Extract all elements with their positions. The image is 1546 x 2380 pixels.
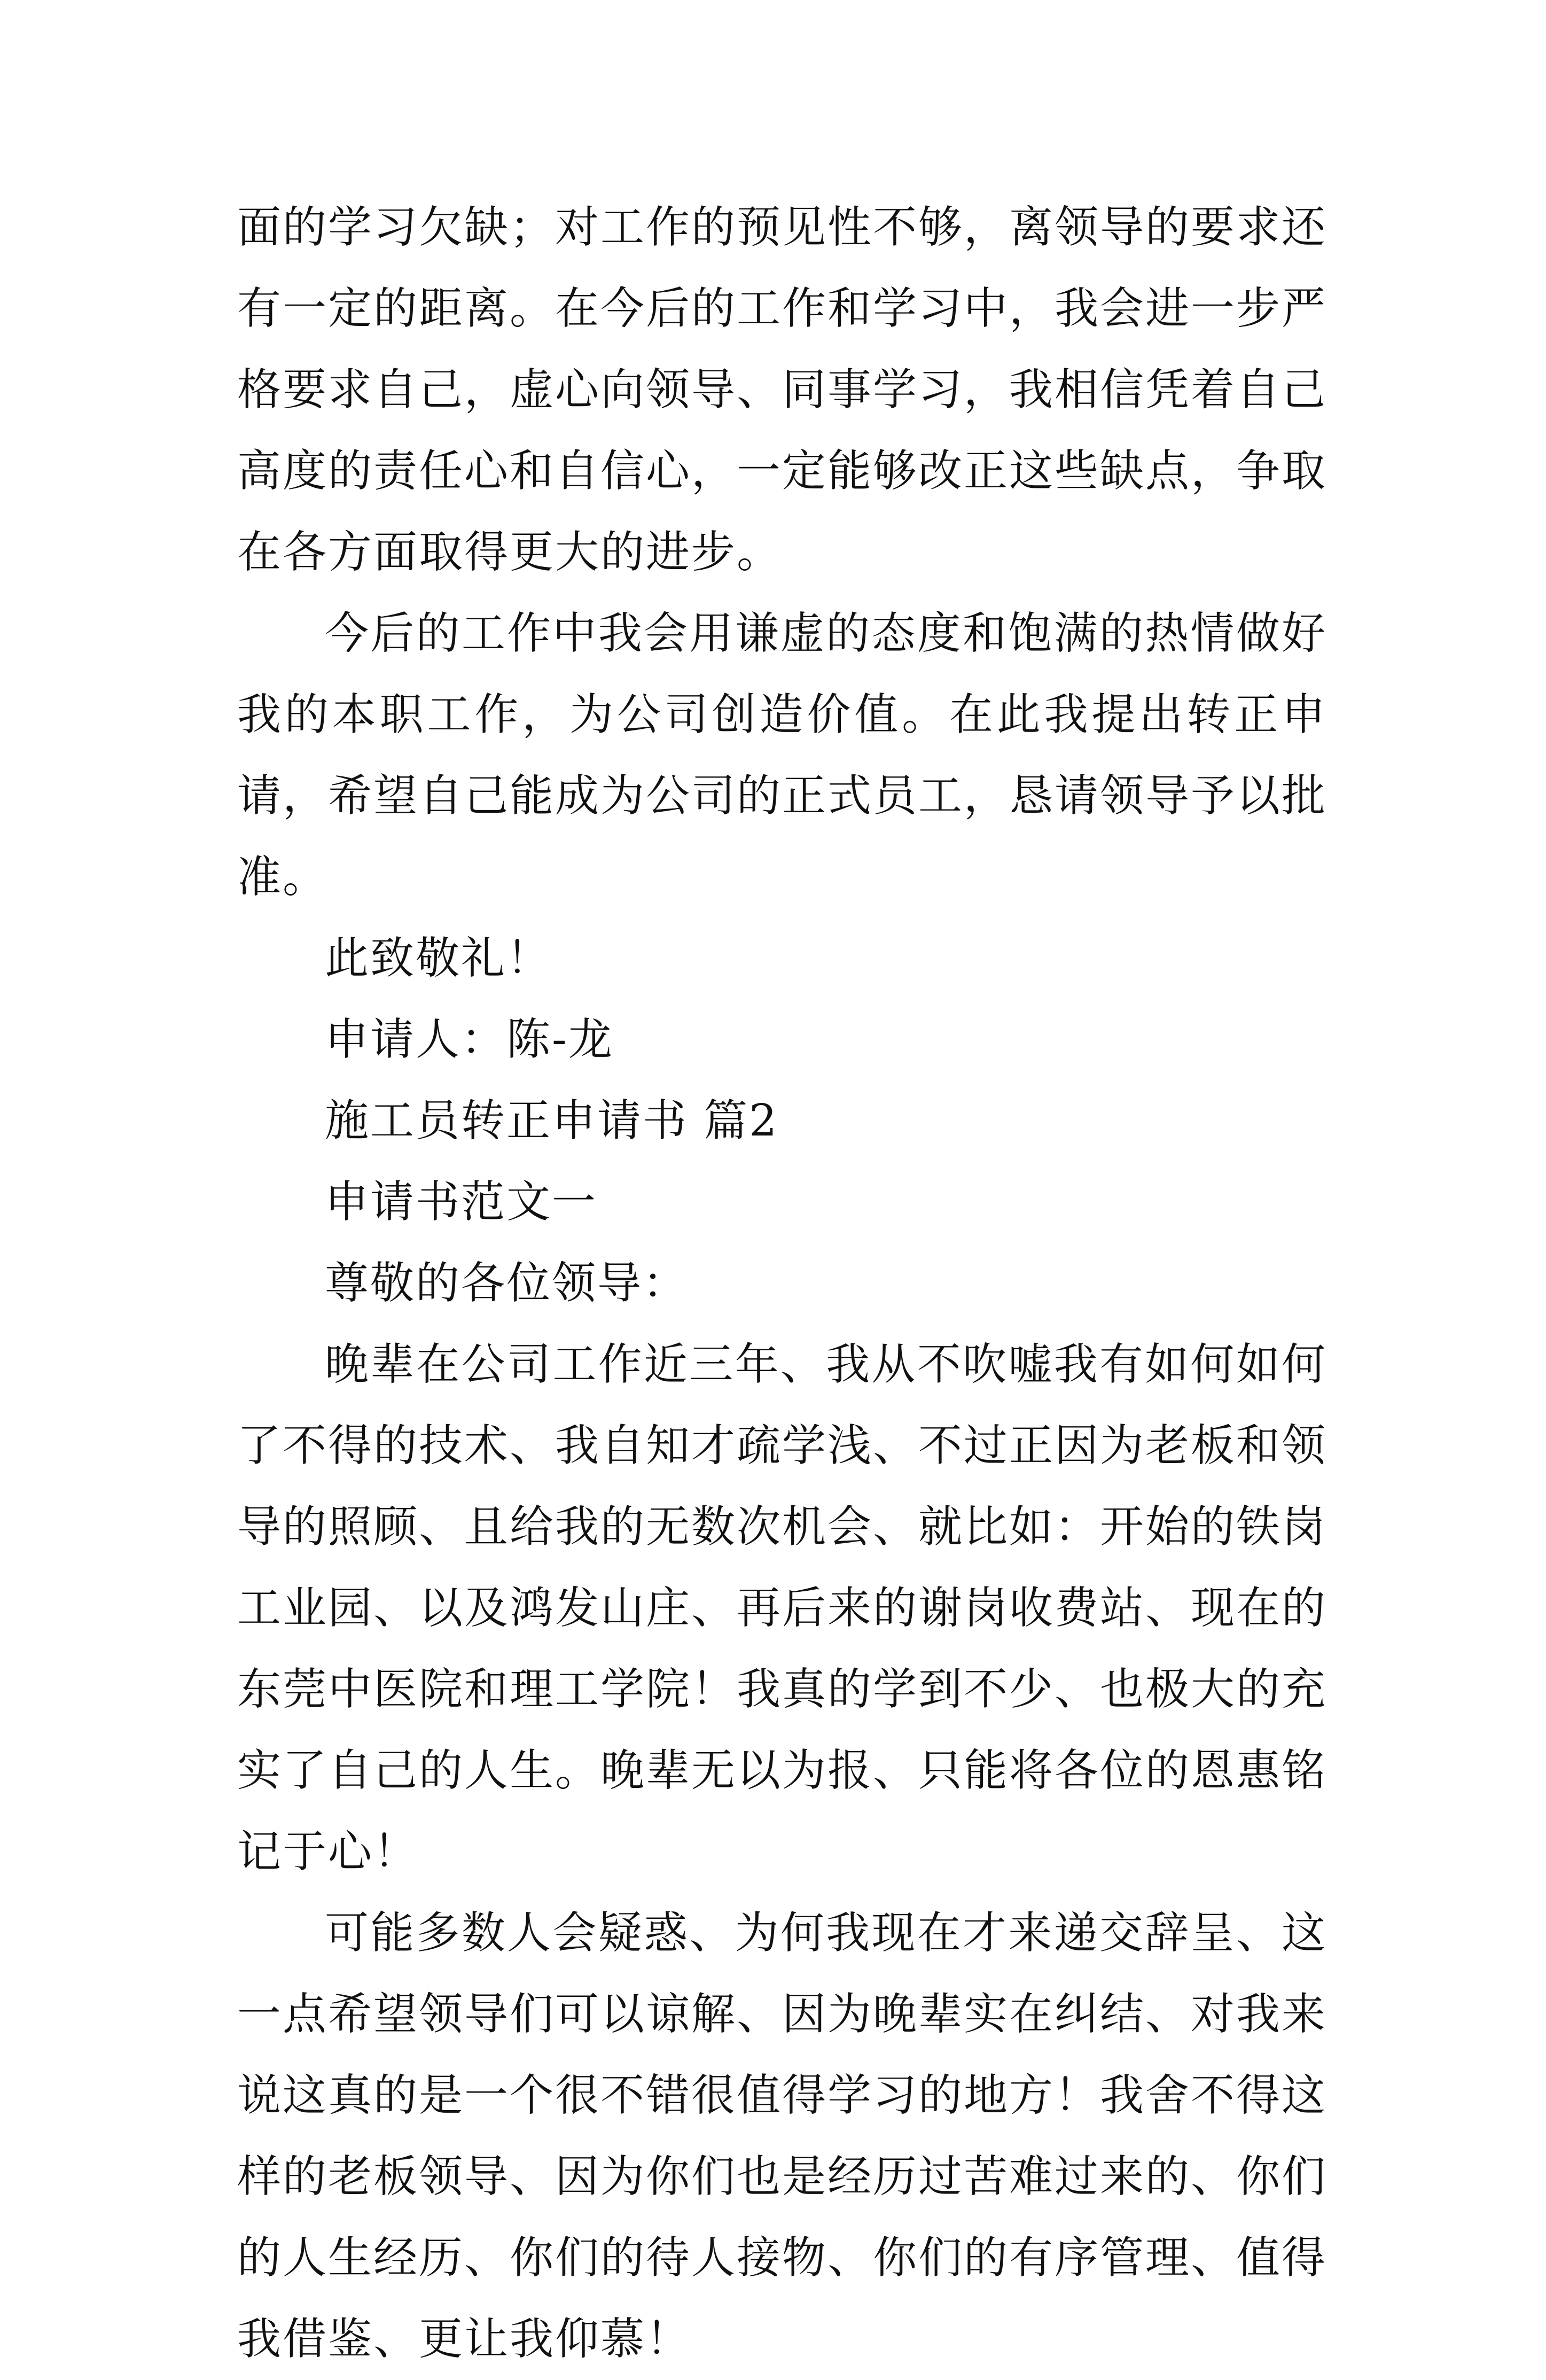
greeting-line: 尊敬的各位领导： bbox=[325, 1258, 689, 1309]
document-body bbox=[237, 187, 1327, 2380]
paragraph-self-improvement: 面的学习欠缺；对工作的预见性不够，离领导的要求还有一定的距离。在今后的工作和学习中，我会进一步严格要求自己，虚心向领导、同事学习，我相信凭着自己高度的责任心和自信心，一定能够改正这些缺点，争取在各方面取得更大的进步。 bbox=[237, 202, 1328, 578]
applicant-signature: 申请人：陈-龙 bbox=[325, 1014, 614, 1065]
paragraph-resignation-reason: 可能多数人会疑惑、为何我现在才来递交辞呈、这一点希望领导们可以谅解、因为晚辈实在纠结、对我来说这真的是一个很不错很值得学习的地方！我舍不得这样的老板领导、因为你们也是经历过苦难过来的、你们的人生经历、你们的待人接物、你们的有序管理、值得我借鉴、更让我仰慕！ bbox=[237, 1908, 1328, 2365]
paragraph-work-experience: 晚辈在公司工作近三年、我从不吹嘘我有如何如何了不得的技术、我自知才疏学浅、不过正因为老板和领导的照顾、且给我的无数次机会、就比如：开始的铁岗工业园、以及鸿发山庄、再后来的谢岗收费站、现在的东莞中医院和理工学院！我真的学到不少、也极大的充实了自己的人生。晚辈无以为报、只能将各位的恩惠铭记于心！ bbox=[237, 1339, 1328, 1877]
section-heading: 施工员转正申请书 篇2 bbox=[325, 1095, 779, 1146]
paragraph-application-request: 今后的工作中我会用谦虚的态度和饱满的热情做好我的本职工作，为公司创造价值。在此我提出转正申请，希望自己能成为公司的正式员工，恳请领导予以批准。 bbox=[237, 608, 1328, 903]
sample-title: 申请书范文一 bbox=[325, 1177, 598, 1227]
closing-salutation: 此致敬礼！ bbox=[325, 933, 552, 984]
